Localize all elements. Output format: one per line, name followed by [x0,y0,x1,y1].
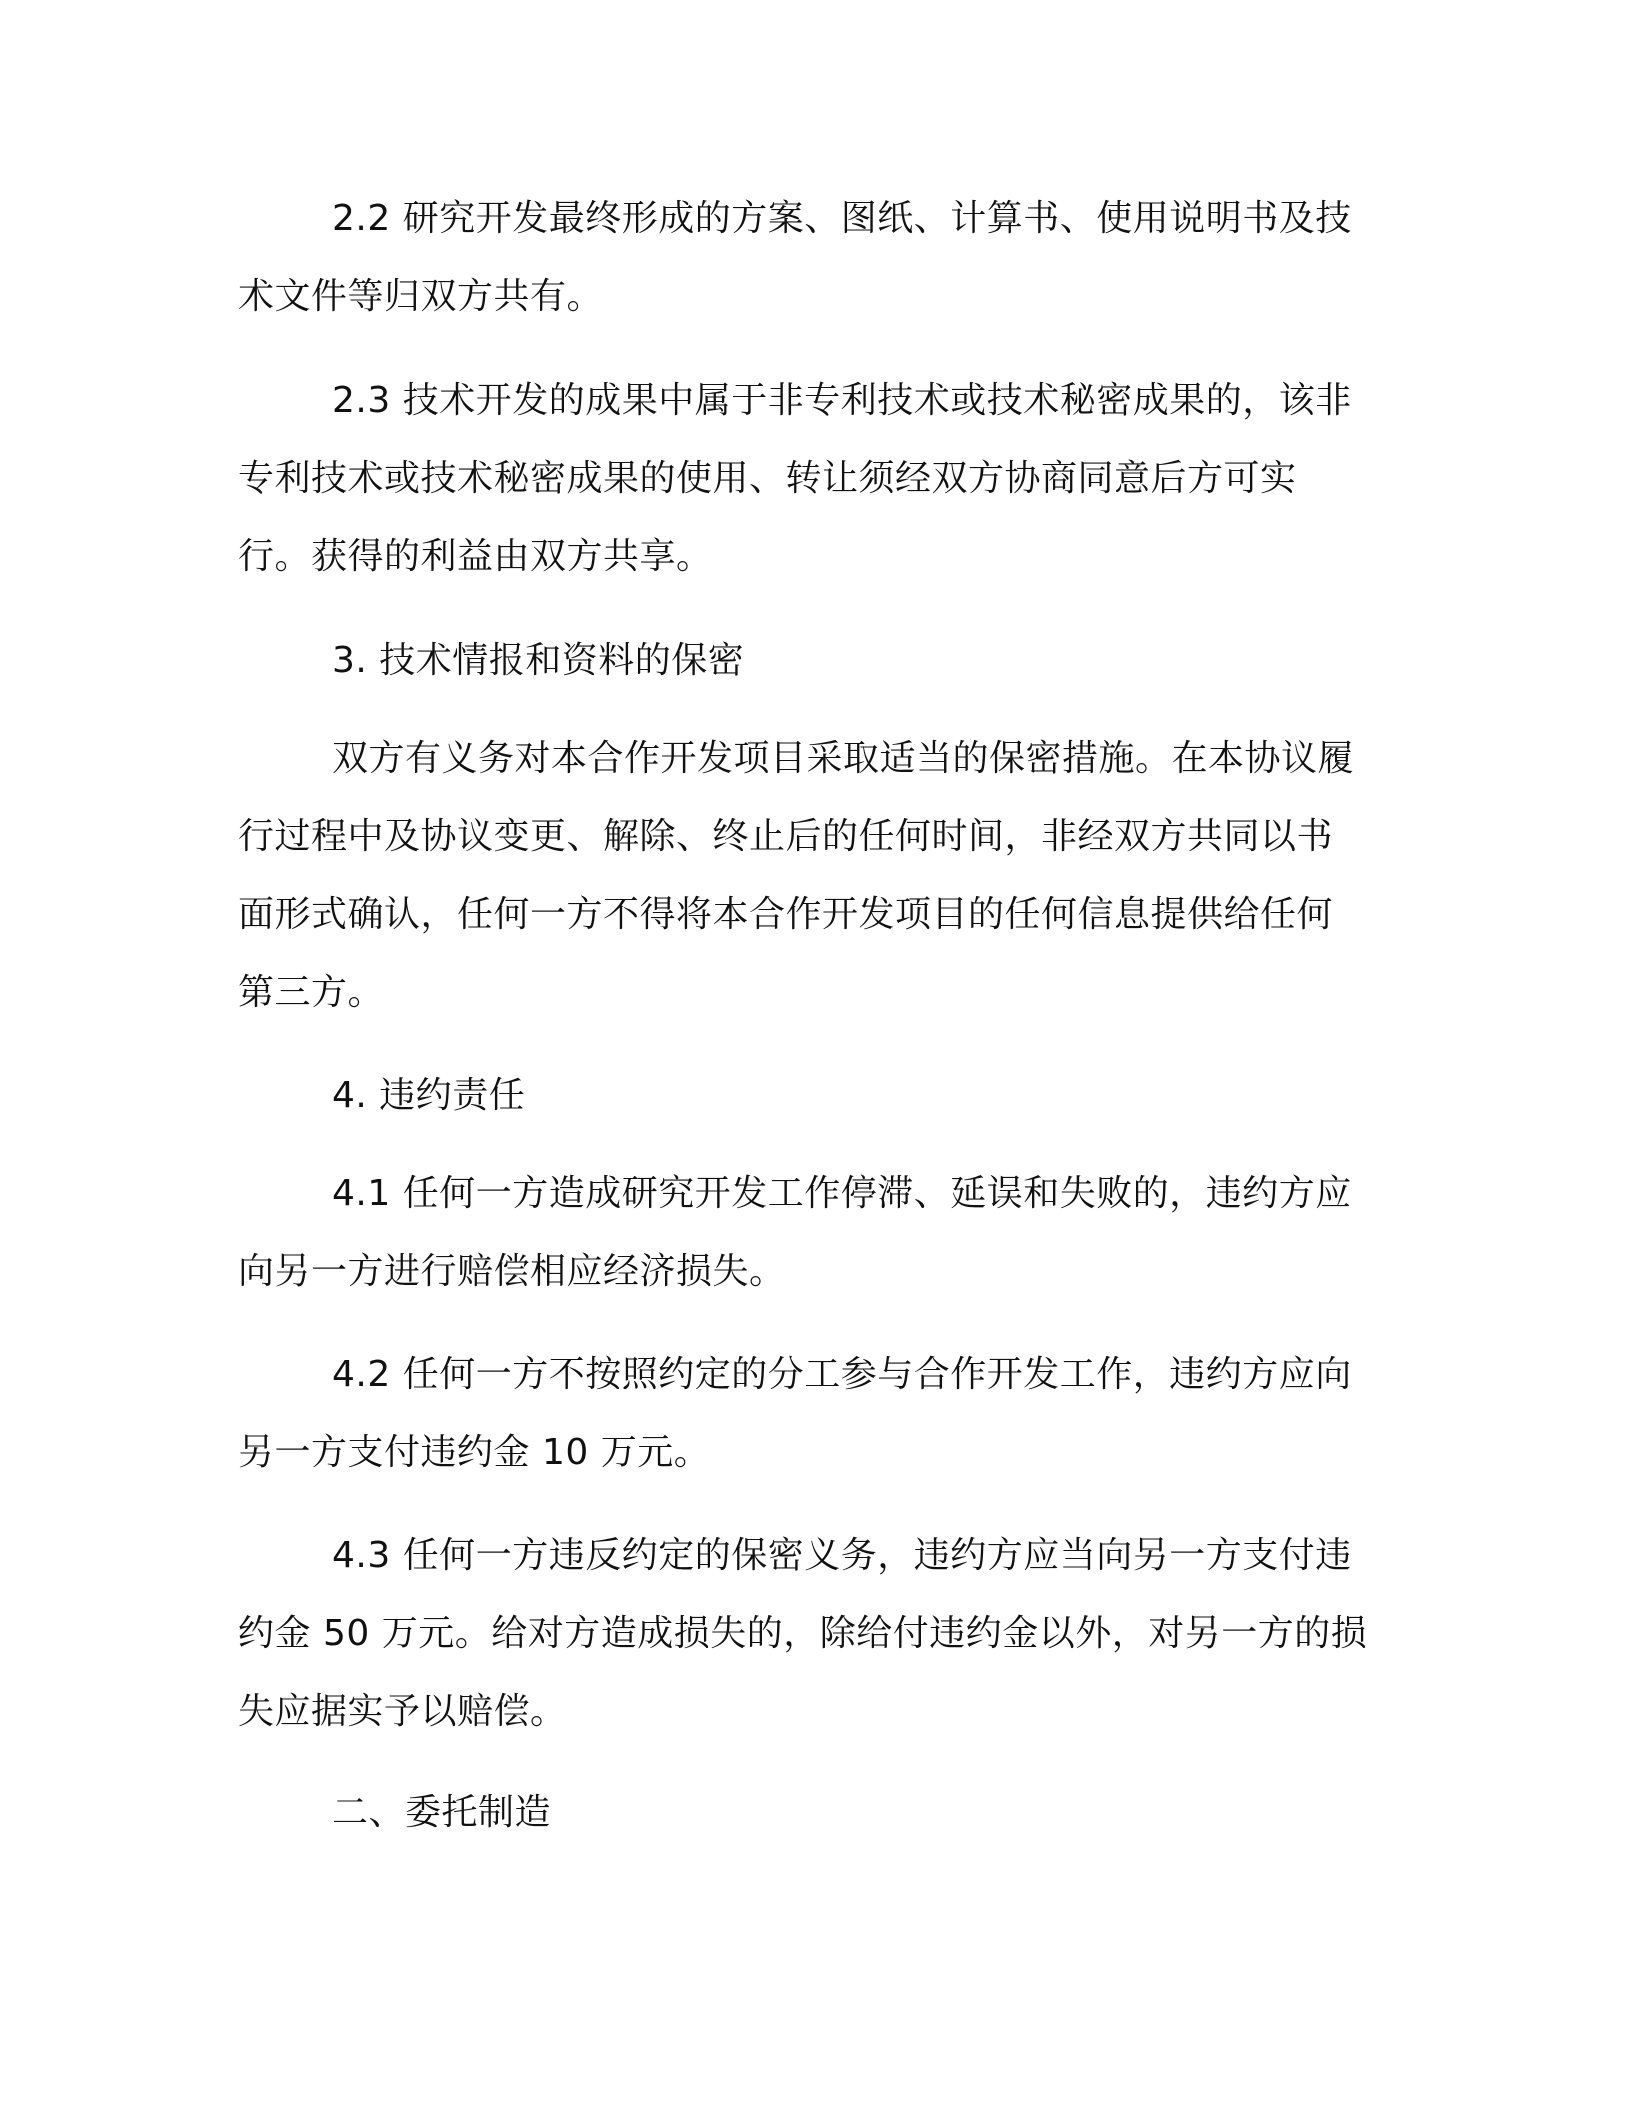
paragraph-4-2: 4.2 任何一方不按照约定的分工参与合作开发工作，违约方应向另一方支付违约金 10 万元。 [238,1354,1352,1473]
paragraph-2-3: 2.3 技术开发的成果中属于非专利技术或技术秘密成果的，该非专利技术或技术秘密成果的使用、转让须经双方协商同意后方可实行。获得的利益由双方共享。 [238,380,1352,577]
section-heading-2: 二、委托制造 [332,1792,552,1833]
section-heading-3: 3. 技术情报和资料的保密 [332,640,745,681]
paragraph-4-3: 4.3 任何一方违反约定的保密义务，违约方应当向另一方支付违约金 50 万元。给对方造成损失的，除给付违约金以外，对另一方的损失应据实予以赔偿。 [238,1535,1368,1732]
section-heading-4: 4. 违约责任 [332,1075,526,1116]
paragraph-4-1: 4.1 任何一方造成研究开发工作停滞、延误和失败的，违约方应向另一方进行赔偿相应经济损失。 [238,1173,1352,1292]
paragraph-2-2: 2.2 研究开发最终形成的方案、图纸、计算书、使用说明书及技术文件等归双方共有。 [238,198,1352,317]
paragraph-3-body: 双方有义务对本合作开发项目采取适当的保密措施。在本协议履行过程中及协议变更、解除、终止后的任何时间，非经双方共同以书面形式确认，任何一方不得将本合作开发项目的任何信息提供给任何第三方。 [238,738,1355,1013]
